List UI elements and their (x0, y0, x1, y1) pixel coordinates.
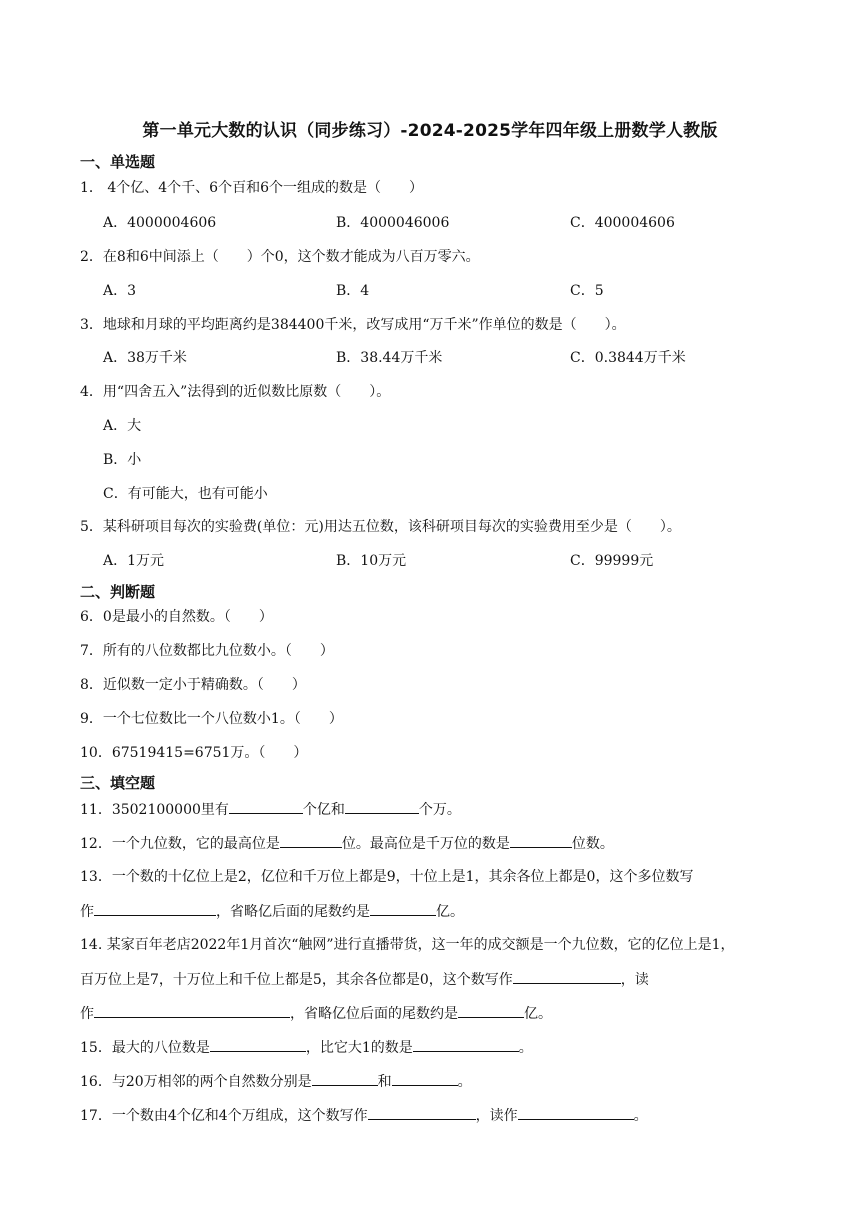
q12-text-2: 位。最高位是千万位的数是 (341, 836, 510, 852)
q14-text-4: ，省略亿位后面的尾数约是 (290, 1006, 458, 1022)
question-1: 1． 4个亿、4个千、6个百和6个一组成的数是（ ） (80, 180, 423, 196)
answer-blank[interactable] (370, 901, 436, 916)
q11-text-1: 11．3502100000里有 (80, 802, 229, 818)
page-title: 第一单元大数的认识（同步练习）-2024-2025学年四年级上册数学人教版 (142, 121, 718, 141)
q15-text-1: 15．最大的八位数是 (80, 1040, 210, 1056)
q14-text-2: ，读 (620, 972, 649, 988)
question-7: 7．所有的八位数都比九位数小。（ ） (80, 643, 334, 659)
q5-option-a: A．1万元 (103, 553, 165, 569)
section-heading-fill-in: 三、填空题 (80, 774, 156, 792)
question-4: 4．用“四舍五入”法得到的近似数比原数（ ）。 (80, 384, 391, 400)
section-heading-single-choice: 一、单选题 (80, 153, 156, 171)
q12-text-1: 12．一个九位数，它的最高位是 (80, 836, 280, 852)
answer-blank[interactable] (94, 901, 216, 916)
answer-blank[interactable] (280, 833, 342, 848)
q16-text-3: 。 (457, 1074, 472, 1090)
question-10: 10．67519415=6751万。（ ） (80, 745, 308, 761)
q13-text-1: 作 (80, 904, 94, 920)
q3-option-b: B．38.44万千米 (336, 350, 443, 366)
q2-option-c: C．5 (570, 283, 604, 299)
question-2: 2．在8和6中间添上（ ）个0，这个数才能成为八百万零六。 (80, 249, 480, 265)
q1-option-a: A．4000004606 (103, 215, 217, 231)
q13-text-3: 亿。 (436, 904, 464, 920)
question-15 (80, 1037, 533, 1058)
answer-blank[interactable] (510, 833, 572, 848)
q17-text-2: ，读作 (475, 1108, 518, 1124)
question-16 (80, 1071, 472, 1092)
question-12 (80, 833, 614, 854)
q14-text-5: 亿。 (524, 1006, 552, 1022)
question-13-line-2 (80, 901, 464, 922)
q13-text-2: ，省略亿后面的尾数约是 (216, 904, 370, 920)
question-5: 5．某科研项目每次的实验费(单位：元)用达五位数，该科研项目每次的实验费用至少是（ ）。 (80, 519, 681, 535)
answer-blank[interactable] (458, 1003, 524, 1018)
q11-text-3: 个万。 (418, 802, 461, 818)
answer-blank[interactable] (312, 1071, 378, 1086)
answer-blank[interactable] (229, 799, 303, 814)
question-8: 8．近似数一定小于精确数。（ ） (80, 677, 306, 693)
answer-blank[interactable] (392, 1071, 458, 1086)
q4-option-c: C．有可能大，也有可能小 (103, 486, 268, 502)
answer-blank[interactable] (368, 1105, 476, 1120)
q17-text-1: 17．一个数由4个亿和4个万组成，这个数写作 (80, 1108, 368, 1124)
question-9: 9．一个七位数比一个八位数小1。（ ） (80, 711, 343, 727)
section-heading-true-false: 二、判断题 (80, 583, 156, 601)
q14-text-3: 作 (80, 1006, 94, 1022)
q12-text-3: 位数。 (571, 836, 614, 852)
question-14-line-1: 14. 某家百年老店2022年1月首次“触网”进行直播带货，这一年的成交额是一个九位数，它的亿位上是1， (80, 937, 735, 953)
answer-blank[interactable] (94, 1003, 290, 1018)
answer-blank[interactable] (513, 969, 621, 984)
q5-option-b: B．10万元 (336, 553, 407, 569)
q3-option-a: A．38万千米 (103, 350, 187, 366)
question-11 (80, 799, 461, 820)
answer-blank[interactable] (413, 1037, 519, 1052)
q1-option-c: C．400004606 (570, 215, 675, 231)
question-3: 3．地球和月球的平均距离约是384400千米，改写成用“万千米”作单位的数是（ ）。 (80, 317, 626, 333)
question-14-line-2 (80, 969, 649, 990)
q2-option-b: B．4 (336, 283, 370, 299)
q2-option-a: A．3 (103, 283, 137, 299)
q15-text-2: ，比它大1的数是 (305, 1040, 413, 1056)
q11-text-2: 个亿和 (302, 802, 345, 818)
q16-text-2: 和 (377, 1074, 392, 1090)
answer-blank[interactable] (345, 799, 419, 814)
q3-option-c: C．0.3844万千米 (570, 350, 686, 366)
question-17 (80, 1105, 648, 1126)
question-6: 6．0是最小的自然数。（ ） (80, 609, 273, 625)
q14-text-1: 百万位上是7，十万位上和千位上都是5，其余各位都是0，这个数写作 (80, 972, 513, 988)
q1-option-b: B．4000046006 (336, 215, 450, 231)
q17-text-3: 。 (633, 1108, 648, 1124)
answer-blank[interactable] (518, 1105, 634, 1120)
q4-option-b: B．小 (103, 452, 142, 468)
answer-blank[interactable] (210, 1037, 306, 1052)
q16-text-1: 16．与20万相邻的两个自然数分别是 (80, 1074, 312, 1090)
q4-option-a: A．大 (103, 418, 142, 434)
q5-option-c: C．99999元 (570, 553, 654, 569)
question-14-line-3 (80, 1003, 552, 1024)
q15-text-3: 。 (518, 1040, 533, 1056)
question-13-line-1: 13．一个数的十亿位上是2，亿位和千万位上都是9，十位上是1，其余各位上都是0，这个多位数写 (80, 869, 694, 885)
